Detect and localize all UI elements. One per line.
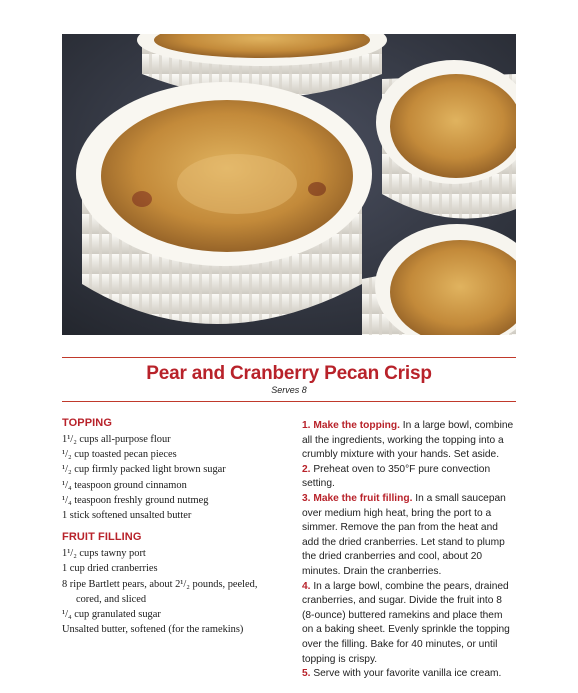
- direction-step: [302, 419, 516, 463]
- step-text: Preheat oven to 350°F pure convection setting.: [302, 463, 491, 490]
- ingredients-column: [62, 417, 282, 637]
- ramekin-front: [76, 82, 372, 324]
- ingredient-item: ¹/₂ cup firmly packed light brown sugar: [62, 464, 226, 476]
- ingredient-item: 1 cup dried cranberries: [62, 563, 158, 575]
- topping-heading: TOPPING: [62, 417, 113, 429]
- step-text: In a small saucepan over medium high heat, bring the port to a simmer. Remove the pan from the heat and add the dried cranberries. Let stand to plump the dried cranberries and cool, about 20 minutes. Drain the cranberries.: [302, 492, 506, 577]
- ingredient-item: 8 ripe Bartlett pears, about 2¹/₂ pounds, peeled,: [62, 578, 258, 590]
- ingredient-item: ¹/₄ teaspoon freshly ground nutmeg: [62, 494, 209, 506]
- step-text: Serve with your favorite vanilla ice cream.: [310, 668, 502, 680]
- step-text: In a large bowl, combine all the ingredients, working the topping into a crumbly mixture with your hands. Set aside.: [302, 420, 514, 461]
- ingredient-item: ¹/₄ cup granulated sugar: [62, 609, 161, 621]
- title-rule-top: [62, 357, 516, 358]
- step-number: 1.: [302, 420, 311, 431]
- ramekin-right-top: [376, 60, 516, 219]
- step-lead: Make the fruit filling.: [313, 492, 413, 504]
- direction-step: [302, 463, 516, 492]
- step-lead: Make the topping.: [313, 420, 400, 431]
- directions-column: [302, 419, 516, 682]
- step-number: 5.: [302, 668, 311, 680]
- step-text: In a large bowl, combine the pears, drained cranberries, and sugar. Divide the fruit into 8 (8-ounce) buttered ramekins and place them on a baking sheet. Evenly sprinkle the topping over the filling. Bake for 40 minutes, or until topping is crispy.: [302, 580, 510, 665]
- ingredient-item: ¹/₂ cup toasted pecan pieces: [62, 449, 177, 461]
- recipe-serves: Serves 8: [271, 385, 307, 395]
- direction-step: [302, 580, 516, 668]
- fruit-filling-heading: FRUIT FILLING: [62, 531, 142, 544]
- recipe-photo: [62, 34, 516, 335]
- title-rule-bottom: [62, 401, 516, 402]
- ingredient-item: 1 stick softened unsalted butter: [62, 510, 192, 522]
- ingredient-item: ¹/₄ teaspoon ground cinnamon: [62, 479, 187, 491]
- direction-step: [302, 492, 516, 580]
- ingredient-item: 1¹/₂ cups all-purpose flour: [62, 434, 171, 445]
- ingredient-item: 1¹/₂ cups tawny port: [62, 548, 146, 560]
- direction-step: [302, 667, 516, 682]
- crisp-ramekins-image: [62, 34, 516, 335]
- ingredient-item: Unsalted butter, softened (for the ramekins): [62, 624, 244, 636]
- step-number: 3.: [302, 492, 311, 504]
- step-number: 2.: [302, 463, 311, 475]
- recipe-title: Pear and Cranberry Pecan Crisp: [146, 363, 432, 384]
- ingredient-item-continued: cored, and sliced: [76, 593, 147, 605]
- step-number: 4.: [302, 580, 311, 592]
